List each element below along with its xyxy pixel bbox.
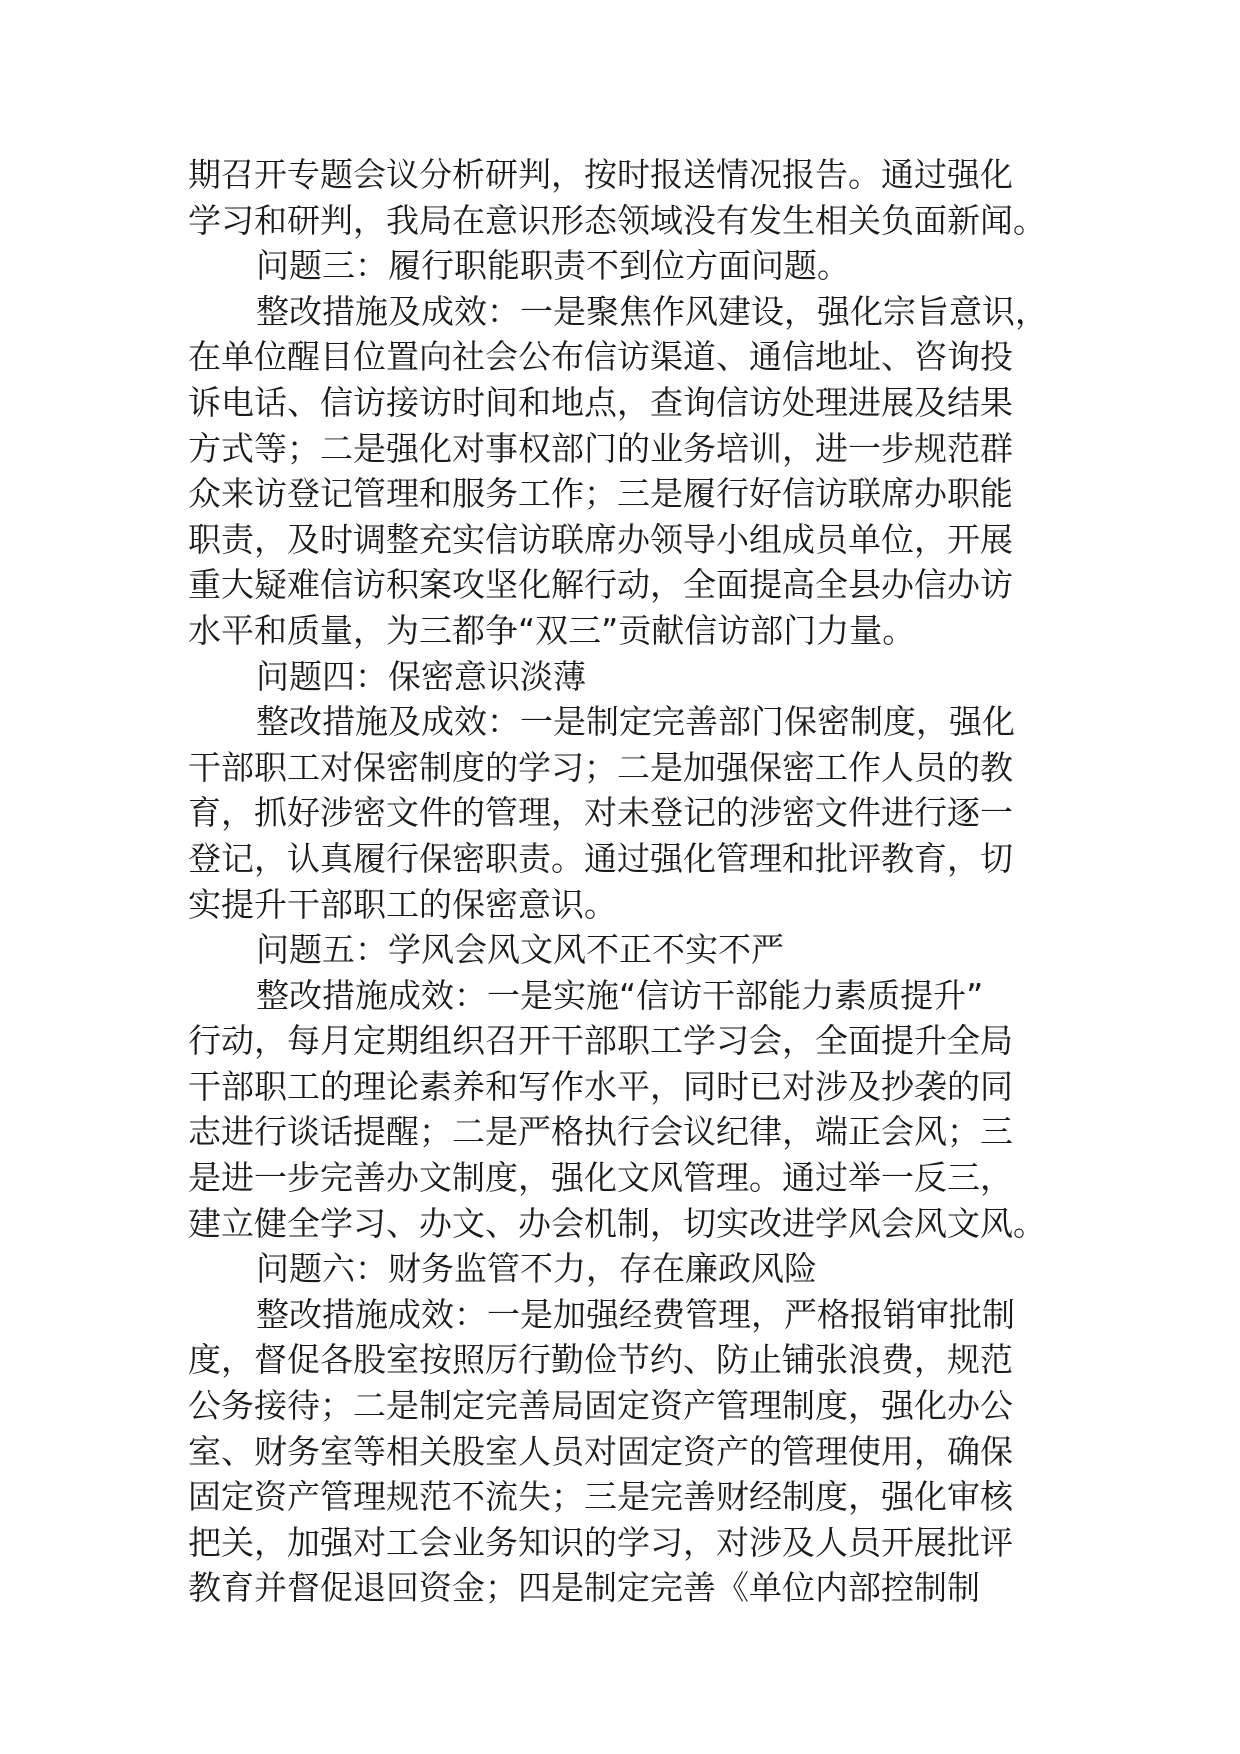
text-line: 职责，及时调整充实信访联席办领导小组成员单位，开展 [188,519,1013,559]
paragraph-first-line: 问题三：履行职能职责不到位方面问题。 [256,246,850,286]
text-line: 众来访登记管理和服务工作；三是履行好信访联席办职能 [188,474,1013,514]
text-line: 固定资产管理规范不流失；三是完善财经制度，强化审核 [188,1477,1013,1517]
paragraph-first-line: 整改措施成效：一是实施“信访干部能力素质提升” [256,975,984,1015]
text-line: 志进行谈话提醒；二是严格执行会议纪律，端正会风；三 [188,1112,1013,1152]
text-line: 实提升干部职工的保密意识。 [188,884,617,924]
text-line: 把关，加强对工会业务知识的学习，对涉及人员开展批评 [188,1522,1013,1562]
paragraph-first-line: 整改措施及成效：一是制定完善部门保密制度，强化 [256,702,1015,742]
text-line: 诉电话、信访接访时间和地点，查询信访处理进展及结果 [188,382,1013,422]
text-line: 重大疑难信访积案攻坚化解行动，全面提高全县办信办访 [188,565,1013,605]
paragraph-first-line: 问题六：财务监管不力，存在廉政风险 [256,1249,817,1289]
text-line: 干部职工对保密制度的学习；二是加强保密工作人员的教 [188,747,1013,787]
paragraph-first-line: 问题五：学风会风文风不正不实不严 [256,930,784,970]
paragraph-first-line: 整改措施成效：一是加强经费管理，严格报销审批制 [256,1294,1015,1334]
document-body [188,152,1068,1611]
text-line: 公务接待；二是制定完善局固定资产管理制度，强化办公 [188,1386,1013,1426]
text-line: 是进一步完善办文制度，强化文风管理。通过举一反三， [188,1158,1013,1198]
text-line: 在单位醒目位置向社会公布信访渠道、通信地址、咨询投 [188,337,1013,377]
text-line: 教育并督促退回资金；四是制定完善《单位内部控制制 [188,1568,980,1608]
paragraph-first-line: 问题四：保密意识淡薄 [256,656,586,696]
text-line: 期召开专题会议分析研判，按时报送情况报告。通过强化 [188,155,1013,194]
text-line: 行动，每月定期组织召开干部职工学习会，全面提升全局 [188,1021,1013,1061]
text-line: 方式等；二是强化对事权部门的业务培训，进一步规范群 [188,428,1013,468]
text-line: 水平和质量，为三都争“双三”贡献信访部门力量。 [188,610,916,650]
text-line: 建立健全学习、办文、办会机制，切实改进学风会风文风。 [188,1203,1046,1243]
paragraph-first-line: 整改措施及成效：一是聚焦作风建设，强化宗旨意识， [256,291,1048,331]
text-line: 干部职工的理论素养和写作水平，同时已对涉及抄袭的同 [188,1066,1013,1106]
text-line: 育，抓好涉密文件的管理，对未登记的涉密文件进行逐一 [188,793,1013,833]
text-line: 度，督促各股室按照厉行勤俭节约、防止铺张浪费，规范 [188,1340,1013,1380]
text-line: 学习和研判，我局在意识形态领域没有发生相关负面新闻。 [188,200,1046,240]
text-line: 登记，认真履行保密职责。通过强化管理和批评教育，切 [188,838,1013,878]
text-line: 室、财务室等相关股室人员对固定资产的管理使用，确保 [188,1431,1013,1471]
